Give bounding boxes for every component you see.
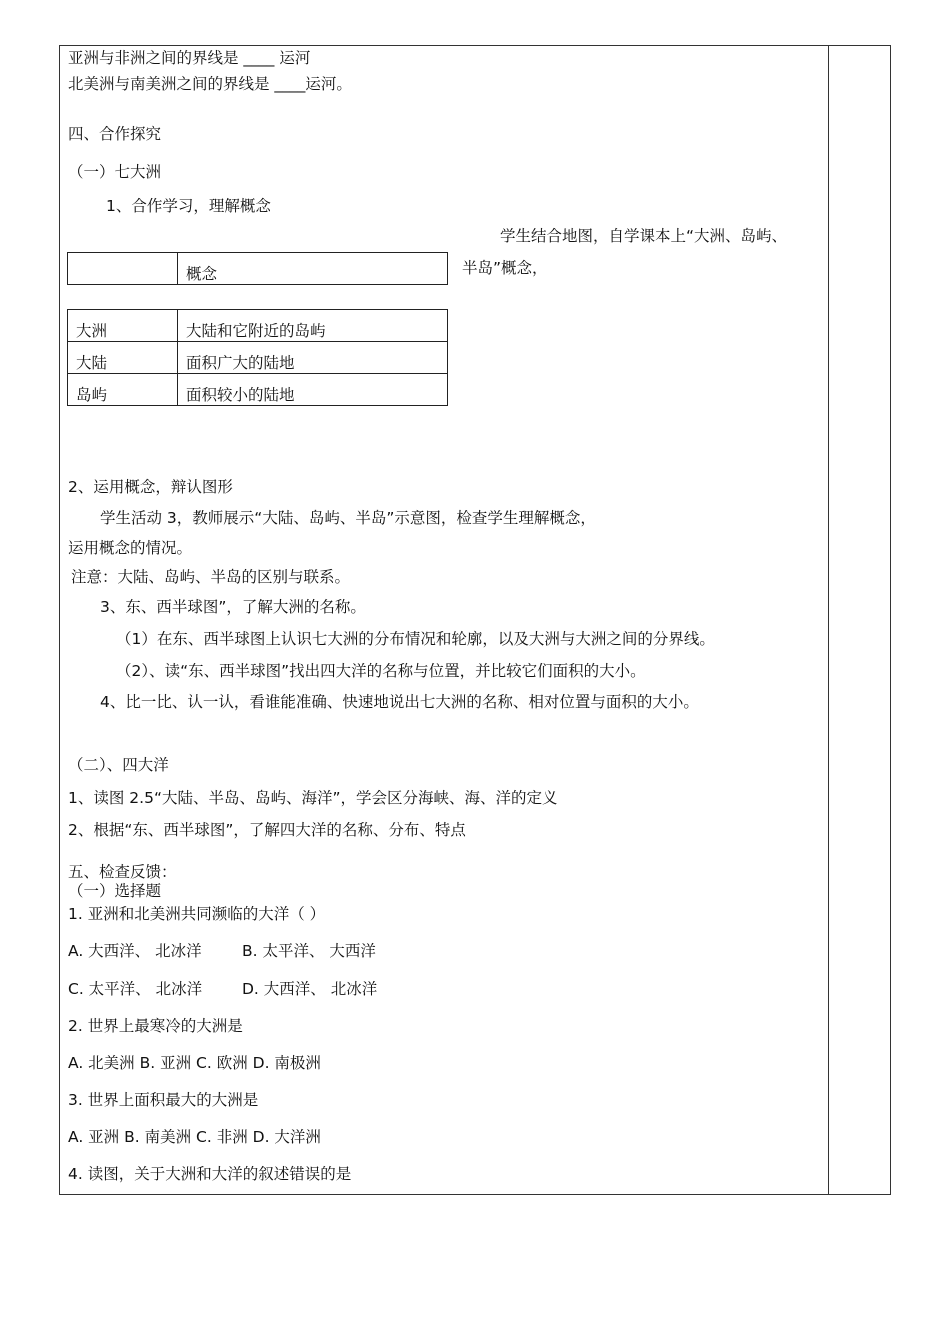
ocean-item-1: 1、读图 2.5“大陆、半岛、岛屿、海洋”，学会区分海峡、海、洋的定义 <box>68 789 558 807</box>
fill-blank-2: 北美洲与南美洲之间的界线是 ____运河。 <box>68 75 352 93</box>
item-1: 1、合作学习，理解概念 <box>106 197 271 215</box>
term-cell: 大陆 <box>68 342 178 374</box>
question-2: 2. 世界上最寒冷的大洲是 <box>68 1017 243 1035</box>
definition-cell: 面积较小的陆地 <box>178 374 448 406</box>
item-4: 4、比一比、认一认，看谁能准确、快速地说出七大洲的名称、相对位置与面积的大小。 <box>100 693 699 711</box>
subsection-choice: （一）选择题 <box>68 882 162 900</box>
definition-cell: 大陆和它附近的岛屿 <box>178 310 448 342</box>
subsection-continents: （一）七大洲 <box>68 163 162 181</box>
concept-table <box>67 309 448 406</box>
section-4-title: 四、合作探究 <box>68 125 162 143</box>
term-cell: 大洲 <box>68 310 178 342</box>
q1-option-d: D. 大西洋、 北冰洋 <box>242 980 378 998</box>
fill-blank-1: 亚洲与非洲之间的界线是 ____ 运河 <box>68 49 311 67</box>
question-4: 4. 读图，关于大洲和大洋的叙述错误的是 <box>68 1165 352 1183</box>
q2-options: A. 北美洲 B. 亚洲 C. 欧洲 D. 南极洲 <box>68 1054 321 1072</box>
side-note-line2: 半岛”概念， <box>462 259 548 277</box>
item-2: 2、运用概念，辩认图形 <box>68 478 233 496</box>
item-3: 3、东、西半球图”，了解大洲的名称。 <box>100 598 366 616</box>
term-cell: 岛屿 <box>68 374 178 406</box>
section-5-title: 五、检查反馈： <box>68 863 177 881</box>
q3-options: A. 亚洲 B. 南美洲 C. 非洲 D. 大洋洲 <box>68 1128 321 1146</box>
header-cell-empty <box>68 253 178 285</box>
question-1: 1. 亚洲和北美洲共同濒临的大洋（ ） <box>68 905 326 923</box>
question-3: 3. 世界上面积最大的大洲是 <box>68 1091 259 1109</box>
item-3-1: （1）在东、西半球图上认识七大洲的分布情况和轮廓，以及大洲与大洲之间的分界线。 <box>116 630 715 648</box>
table-row <box>68 310 448 342</box>
definition-cell: 面积广大的陆地 <box>178 342 448 374</box>
column-divider <box>828 45 829 1195</box>
ocean-item-2: 2、根据“东、西半球图”，了解四大洋的名称、分布、特点 <box>68 821 466 839</box>
item-3-2: （2）、读“东、西半球图”找出四大洋的名称与位置，并比较它们面积的大小。 <box>116 662 646 680</box>
side-note-line1: 学生结合地图，自学课本上“大洲、岛屿、 <box>500 227 788 245</box>
table-row <box>68 342 448 374</box>
subsection-oceans: （二）、四大洋 <box>68 756 169 774</box>
header-cell-concept: 概念 <box>178 253 448 285</box>
activity-line2: 运用概念的情况。 <box>68 539 193 557</box>
q1-option-b: B. 太平洋、 大西洋 <box>242 942 376 960</box>
note-line: 注意：大陆、岛屿、半岛的区别与联系。 <box>71 568 351 586</box>
table-row <box>68 374 448 406</box>
concept-table-header <box>67 252 448 285</box>
activity-line1: 学生活动 3，教师展示“大陆、岛屿、半岛”示意图，检查学生理解概念， <box>100 509 596 527</box>
q1-option-c: C. 太平洋、 北冰洋 <box>68 980 203 998</box>
q1-option-a: A. 大西洋、 北冰洋 <box>68 942 202 960</box>
